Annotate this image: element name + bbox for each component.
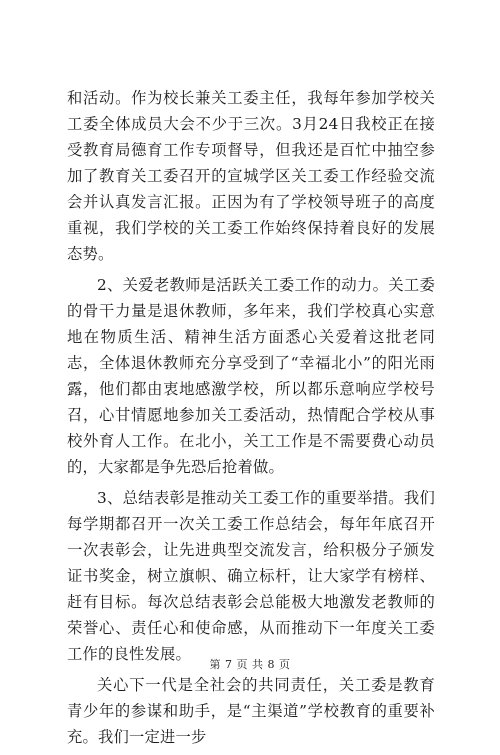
page-number-footer: 第 7 页 共 8 页 (209, 658, 291, 671)
paragraph-continuation: 和活动。作为校长兼关工委主任，我每年参加学校关工委全体成员大会不少于三次。3月24日我校正在接受教育局德育工作专项督导，但我还是百忙中抽空参加了教育关工委召开的宣城学区关工委工作经验交流会并认真发言汇报。正因为有了学校领导班子的高度重视，我们学校的关工委工作始终保持着良好的发展态势。 (67, 89, 435, 263)
document-body (67, 85, 435, 755)
paragraph-care-for-retired-teachers: 2、关爱老教师是活跃关工委工作的动力。关工委的骨干力量是退休教师，多年来，我们学校真心实意地在物质生活、精神生活方面悉心关爱着这批老同志，全体退休教师充分享受到了“幸福北小”的阳光雨露，他们都由衷地感激学校，所以都乐意响应学校号召，心甘情愿地参加关工委活动，热情配合学校从事校外育人工作。在北小，关工工作是不需要费心动员的，大家都是争先恐后抢着做。 (67, 276, 435, 476)
paragraph-summary-commendation: 3、总结表彰是推动关工委工作的重要举措。我们每学期都召开一次关工委工作总结会，每年年底召开一次表彰会，让先进典型交流发言，给积极分子颁发证书奖金，树立旗帜、确立标杆，让大家学有榜样、赶有目标。每次总结表彰会总能极大地激发老教师的荣誉心、责任心和使命感，从而推动下一年度关工委工作的良性发展。 (67, 489, 435, 663)
paragraph-conclusion: 关心下一代是全社会的共同责任，关工委是教育青少年的参谋和助手，是“主渠道”学校教育的重要补充。我们一定进一步 (67, 676, 435, 746)
